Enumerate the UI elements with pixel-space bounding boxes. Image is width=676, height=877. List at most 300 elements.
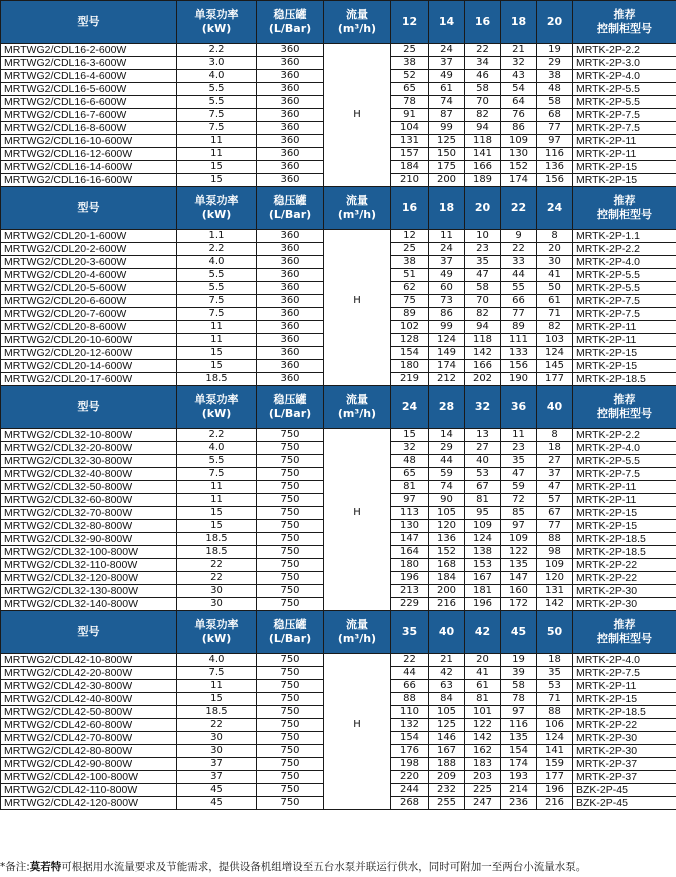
cell-recommend: MRTK-2P-11 [573,481,676,494]
cell-power: 18.5 [177,546,257,559]
header-line: 稳压罐 [273,194,307,207]
cell-flow [324,771,391,784]
header-tank [257,386,324,429]
header-flow [324,187,391,230]
cell-tank: 750 [257,745,324,758]
cell-recommend: MRTK-2P-7.5 [573,468,676,481]
cell-recommend: MRTK-2P-11 [573,148,676,161]
cell-flow-value: 157 [391,148,429,161]
cell-flow-value: 47 [465,269,501,282]
header-line: 稳压罐 [273,393,307,406]
cell-model: MRTWG2/CDL42-30-800W [1,680,177,693]
cell-recommend: MRTK-2P-15 [573,347,676,360]
cell-flow [324,269,391,282]
cell-model: MRTWG2/CDL32-30-800W [1,455,177,468]
cell-flow-value: 82 [465,109,501,122]
cell-flow-value: 29 [537,57,573,70]
cell-model: MRTWG2/CDL20-5-600W [1,282,177,295]
cell-flow-value: 136 [537,161,573,174]
cell-flow-value: 82 [537,321,573,334]
header-model: 型号 [1,1,177,44]
cell-flow-value: 268 [391,797,429,810]
cell-flow-value: 90 [429,494,465,507]
cell-flow-value: 65 [391,468,429,481]
cell-model: MRTWG2/CDL42-80-800W [1,745,177,758]
header-tank [257,1,324,44]
header-line: (kW) [201,632,232,645]
cell-tank: 360 [257,109,324,122]
section-header-row [1,1,676,44]
cell-flow-value: 19 [537,44,573,57]
cell-flow-value: 162 [465,745,501,758]
table-row [1,481,676,494]
header-recommend [573,386,676,429]
cell-power: 45 [177,784,257,797]
header-recommend [573,611,676,654]
cell-recommend: MRTK-2P-11 [573,334,676,347]
cell-flow-value: 97 [501,520,537,533]
cell-flow [324,481,391,494]
cell-recommend: MRTK-2P-22 [573,559,676,572]
header-flow-value: 24 [537,187,573,230]
cell-model: MRTWG2/CDL42-20-800W [1,667,177,680]
cell-flow-value: 22 [501,243,537,256]
cell-flow-value: 48 [537,83,573,96]
cell-flow-value: 41 [537,269,573,282]
header-flow [324,386,391,429]
cell-power: 37 [177,771,257,784]
cell-recommend: MRTK-2P-5.5 [573,83,676,96]
cell-flow-value: 61 [465,680,501,693]
cell-flow-value: 73 [429,295,465,308]
cell-flow-value: 124 [429,334,465,347]
cell-flow-value: 38 [391,57,429,70]
cell-flow [324,334,391,347]
cell-flow-value: 229 [391,598,429,611]
cell-flow-value: 99 [429,321,465,334]
table-row [1,161,676,174]
cell-flow-value: 54 [501,83,537,96]
cell-tank: 360 [257,70,324,83]
cell-model: MRTWG2/CDL32-40-800W [1,468,177,481]
table-row [1,732,676,745]
cell-flow-value: 213 [391,585,429,598]
cell-flow [324,559,391,572]
cell-power: 4.0 [177,256,257,269]
cell-flow [324,667,391,680]
cell-model: MRTWG2/CDL16-14-600W [1,161,177,174]
cell-power: 15 [177,507,257,520]
header-line: (m³/h) [337,632,377,645]
cell-tank: 750 [257,442,324,455]
cell-flow [324,654,391,667]
cell-flow-value: 57 [537,494,573,507]
note-prefix: *备注: [0,861,30,873]
cell-flow-value: 142 [465,347,501,360]
cell-recommend: MRTK-2P-15 [573,507,676,520]
cell-power: 18.5 [177,533,257,546]
cell-flow-value: 184 [429,572,465,585]
cell-power: 15 [177,174,257,187]
cell-flow-value: 88 [391,693,429,706]
header-flow-value: 14 [429,1,465,44]
table-row [1,771,676,784]
header-line: 推荐 [613,194,636,207]
cell-flow [324,533,391,546]
cell-flow [324,148,391,161]
cell-flow-value: 202 [465,373,501,386]
cell-flow-value: 122 [501,546,537,559]
cell-flow [324,243,391,256]
cell-flow-value: 236 [501,797,537,810]
cell-flow-value: 200 [429,174,465,187]
cell-flow [324,693,391,706]
header-line: 推荐 [613,393,636,406]
cell-model: MRTWG2/CDL16-6-600W [1,96,177,109]
cell-flow-value: 65 [391,83,429,96]
cell-flow-value: 128 [391,334,429,347]
cell-flow-value: 99 [429,122,465,135]
cell-tank: 360 [257,83,324,96]
cell-flow-value: 216 [537,797,573,810]
cell-flow-value: 164 [391,546,429,559]
cell-tank: 750 [257,680,324,693]
cell-flow-value: 82 [465,308,501,321]
cell-flow [324,732,391,745]
cell-power: 45 [177,797,257,810]
cell-flow-value: 12 [391,230,429,243]
cell-flow-value: 120 [429,520,465,533]
cell-flow-value: 23 [465,243,501,256]
cell-flow-value: 174 [501,758,537,771]
table-row [1,44,676,57]
cell-model: MRTWG2/CDL32-110-800W [1,559,177,572]
cell-flow-value: 247 [465,797,501,810]
cell-flow [324,442,391,455]
header-line: (L/Bar) [268,208,312,221]
cell-flow [324,572,391,585]
cell-power: 11 [177,148,257,161]
cell-recommend: MRTK-2P-2.2 [573,44,676,57]
cell-flow-value: 118 [465,334,501,347]
cell-flow-value: 53 [537,680,573,693]
cell-power: 37 [177,758,257,771]
header-tank [257,187,324,230]
cell-recommend: MRTK-2P-7.5 [573,122,676,135]
cell-flow-value: 58 [465,83,501,96]
cell-flow-value: 35 [501,455,537,468]
cell-recommend: MRTK-2P-5.5 [573,455,676,468]
cell-flow-value: 110 [391,706,429,719]
cell-model: MRTWG2/CDL16-7-600W [1,109,177,122]
cell-flow [324,520,391,533]
cell-flow-value: 41 [465,667,501,680]
cell-model: MRTWG2/CDL42-90-800W [1,758,177,771]
cell-flow [324,70,391,83]
table-row [1,520,676,533]
cell-power: 7.5 [177,122,257,135]
header-recommend [573,187,676,230]
cell-recommend: MRTK-2P-5.5 [573,96,676,109]
cell-power: 7.5 [177,295,257,308]
cell-tank: 360 [257,347,324,360]
header-line: (L/Bar) [268,407,312,420]
cell-recommend: MRTK-2P-30 [573,598,676,611]
cell-flow-value: 58 [465,282,501,295]
cell-flow-value: 20 [465,654,501,667]
cell-flow-value: 18 [537,654,573,667]
cell-model: MRTWG2/CDL32-80-800W [1,520,177,533]
cell-recommend: MRTK-2P-22 [573,719,676,732]
note-text: 可根据用水流量要求及节能需求，提供设备机组增设至五台水泵并联运行供水，同时可附加一至两台小流量水泵。 [61,861,587,873]
cell-flow [324,546,391,559]
cell-flow-value: 27 [537,455,573,468]
cell-flow-value: 9 [501,230,537,243]
cell-tank: 750 [257,693,324,706]
cell-model: MRTWG2/CDL20-1-600W [1,230,177,243]
cell-recommend: MRTK-2P-15 [573,693,676,706]
cell-power: 5.5 [177,83,257,96]
cell-flow-value: 32 [391,442,429,455]
cell-flow-value: 103 [537,334,573,347]
cell-flow-value: 37 [429,57,465,70]
cell-flow [324,468,391,481]
cell-model: MRTWG2/CDL32-130-800W [1,585,177,598]
cell-recommend: MRTK-2P-7.5 [573,295,676,308]
cell-flow-value: 220 [391,771,429,784]
table-row [1,693,676,706]
cell-flow-value: 29 [429,442,465,455]
table-row [1,282,676,295]
cell-flow-value: 68 [537,109,573,122]
cell-flow-value: 172 [501,598,537,611]
header-flow-value: 16 [391,187,429,230]
cell-flow [324,282,391,295]
header-line: 稳压罐 [273,618,307,631]
cell-flow-value: 86 [501,122,537,135]
cell-flow-value: 37 [537,468,573,481]
header-line: 控制柜型号 [597,208,652,221]
header-recommend [573,1,676,44]
cell-flow-value: 156 [501,360,537,373]
header-line: 流量 [346,393,368,406]
header-flow-value: 16 [465,1,501,44]
cell-power: 11 [177,481,257,494]
cell-flow-value: 167 [429,745,465,758]
cell-recommend: MRTK-2P-30 [573,745,676,758]
cell-flow-value: 180 [391,559,429,572]
cell-flow-value: 19 [501,654,537,667]
cell-flow-value: 81 [465,494,501,507]
cell-flow-value: 70 [465,295,501,308]
cell-model: MRTWG2/CDL32-50-800W [1,481,177,494]
cell-model: MRTWG2/CDL32-10-800W [1,429,177,442]
cell-flow [324,745,391,758]
cell-flow-value: 101 [465,706,501,719]
cell-flow-value: 116 [537,148,573,161]
cell-flow-value: 18 [537,442,573,455]
header-model: 型号 [1,187,177,230]
header-line: (m³/h) [337,407,377,420]
cell-tank: 360 [257,148,324,161]
cell-flow-value: 216 [429,598,465,611]
cell-recommend: MRTK-2P-30 [573,732,676,745]
table-row [1,334,676,347]
cell-power: 15 [177,161,257,174]
cell-flow-value: 118 [465,135,501,148]
cell-recommend: MRTK-2P-18.5 [573,546,676,559]
header-flow-value: 20 [465,187,501,230]
table-row [1,70,676,83]
cell-flow-value: 58 [537,96,573,109]
cell-tank: 360 [257,282,324,295]
cell-flow-value: 97 [501,706,537,719]
table-row [1,468,676,481]
cell-flow-value: 33 [501,256,537,269]
cell-model: MRTWG2/CDL16-12-600W [1,148,177,161]
cell-flow-value: 27 [465,442,501,455]
cell-recommend: MRTK-2P-11 [573,680,676,693]
header-line: 单泵功率 [194,8,239,21]
cell-flow-value: 89 [391,308,429,321]
cell-flow-value: 98 [537,546,573,559]
cell-flow-value: 209 [429,771,465,784]
cell-tank: 360 [257,321,324,334]
cell-flow-value: 183 [465,758,501,771]
cell-recommend: MRTK-2P-7.5 [573,667,676,680]
header-line: 控制柜型号 [597,407,652,420]
cell-recommend: MRTK-2P-18.5 [573,373,676,386]
cell-flow [324,758,391,771]
cell-flow-value: 111 [501,334,537,347]
cell-flow-value: 94 [465,122,501,135]
cell-flow-value: 38 [537,70,573,83]
cell-flow-value: 104 [391,122,429,135]
header-flow-value: 18 [429,187,465,230]
table-row [1,784,676,797]
cell-flow-value: 34 [465,57,501,70]
header-model: 型号 [1,611,177,654]
cell-power: 7.5 [177,109,257,122]
section-header-row [1,187,676,230]
cell-power: 2.2 [177,243,257,256]
cell-flow-value: 47 [501,468,537,481]
cell-flow-value: 81 [465,693,501,706]
cell-power: 11 [177,680,257,693]
cell-flow-value: 113 [391,507,429,520]
cell-flow-value: 102 [391,321,429,334]
cell-power: 30 [177,732,257,745]
cell-power: 15 [177,693,257,706]
header-line: 稳压罐 [273,8,307,21]
table-row [1,135,676,148]
cell-flow-value: 88 [537,706,573,719]
cell-flow-value: 225 [465,784,501,797]
table-row [1,308,676,321]
cell-model: MRTWG2/CDL20-10-600W [1,334,177,347]
cell-model: MRTWG2/CDL16-3-600W [1,57,177,70]
cell-flow-value: 232 [429,784,465,797]
header-line: 控制柜型号 [597,632,652,645]
cell-tank: 750 [257,455,324,468]
cell-tank: 750 [257,758,324,771]
cell-model: MRTWG2/CDL20-7-600W [1,308,177,321]
cell-flow-value: 30 [537,256,573,269]
cell-flow-value: 149 [429,347,465,360]
cell-flow-value: 130 [391,520,429,533]
cell-flow-value: 86 [429,308,465,321]
cell-flow-value: 142 [465,732,501,745]
table-row [1,174,676,187]
table-row [1,546,676,559]
cell-flow-value: 109 [537,559,573,572]
cell-flow-value: 21 [501,44,537,57]
cell-flow-value: 22 [465,44,501,57]
header-model: 型号 [1,386,177,429]
cell-flow-value: 141 [537,745,573,758]
cell-flow-value: 174 [501,174,537,187]
cell-model: MRTWG2/CDL20-3-600W [1,256,177,269]
cell-model: MRTWG2/CDL16-2-600W [1,44,177,57]
cell-flow-value: 84 [429,693,465,706]
cell-flow-value: 153 [465,559,501,572]
table-row [1,230,676,243]
cell-power: 22 [177,719,257,732]
cell-flow-value: 32 [501,57,537,70]
cell-flow [324,598,391,611]
table-row [1,57,676,70]
cell-flow-value: 60 [429,282,465,295]
cell-flow-value: 40 [465,455,501,468]
cell-recommend: MRTK-2P-1.1 [573,230,676,243]
header-flow-value: 22 [501,187,537,230]
cell-tank: 360 [257,230,324,243]
cell-model: MRTWG2/CDL20-17-600W [1,373,177,386]
cell-flow-value: 15 [391,429,429,442]
cell-flow-value: 181 [465,585,501,598]
header-power [177,187,257,230]
cell-recommend: MRTK-2P-30 [573,585,676,598]
cell-model: MRTWG2/CDL32-20-800W [1,442,177,455]
cell-flow-value: 97 [391,494,429,507]
cell-flow [324,321,391,334]
cell-power: 11 [177,334,257,347]
cell-recommend: MRTK-2P-7.5 [573,308,676,321]
cell-flow [324,308,391,321]
cell-power: 15 [177,520,257,533]
cell-model: MRTWG2/CDL42-100-800W [1,771,177,784]
cell-tank: 360 [257,308,324,321]
cell-model: MRTWG2/CDL32-140-800W [1,598,177,611]
cell-flow-value: 13 [465,429,501,442]
cell-flow-value: 25 [391,44,429,57]
header-flow-value: 12 [391,1,429,44]
cell-model: MRTWG2/CDL42-10-800W [1,654,177,667]
header-flow-value: 24 [391,386,429,429]
header-line: (kW) [201,407,232,420]
table-row [1,680,676,693]
cell-flow-value: 193 [501,771,537,784]
cell-power: 3.0 [177,57,257,70]
cell-flow-value: 166 [465,360,501,373]
cell-tank: 360 [257,360,324,373]
cell-tank: 750 [257,559,324,572]
cell-flow-value: 61 [537,295,573,308]
table-row [1,360,676,373]
header-flow-value: 28 [429,386,465,429]
cell-flow-value: 109 [465,520,501,533]
cell-flow-value: 35 [465,256,501,269]
